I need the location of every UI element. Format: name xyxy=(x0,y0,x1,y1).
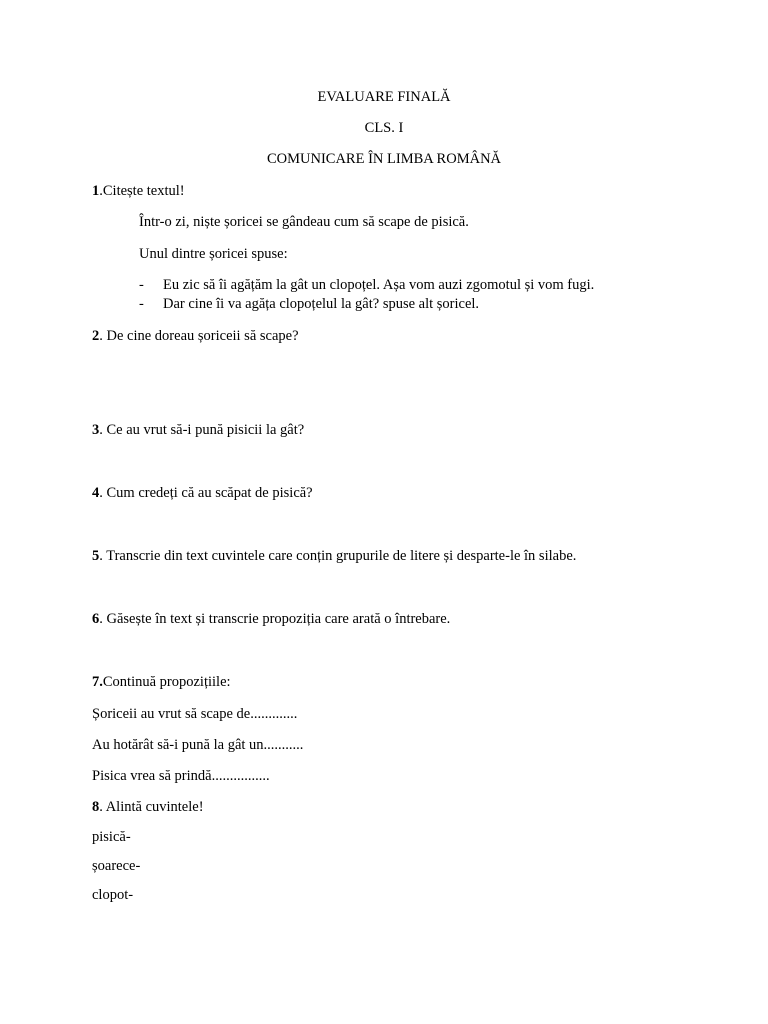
dialog-line xyxy=(0,295,768,313)
story-line: Unul dintre șoricei spuse: xyxy=(139,246,288,262)
fill-in-sentence: Au hotărât să-i pună la gât un........... xyxy=(92,737,304,753)
question-2 xyxy=(92,327,299,345)
question-number: 6 xyxy=(92,611,100,627)
fill-in-sentence: Șoriceii au vrut să scape de............. xyxy=(92,706,298,722)
word-item: pisică- xyxy=(92,829,131,845)
question-8 xyxy=(92,798,204,816)
word-item: șoarece- xyxy=(92,858,141,874)
question-prompt: Continuă propozițiile: xyxy=(102,674,231,690)
class-level: CLS. I xyxy=(364,120,404,136)
question-number: 5 xyxy=(92,548,100,564)
dialog-dash: - xyxy=(139,277,144,293)
question-prompt: . De cine doreau șoriceii să scape? xyxy=(99,328,299,344)
question-4 xyxy=(92,484,313,502)
question-prompt: . Transcrie din text cuvintele care conțin grupurile de litere și desparte-le în silabe. xyxy=(99,548,577,564)
question-prompt: .Citește textul! xyxy=(99,183,185,199)
question-prompt: . Găsește în text și transcrie propoziția care arată o întrebare. xyxy=(99,611,451,627)
question-number: 4 xyxy=(92,485,100,501)
dialog-dash: - xyxy=(139,296,144,312)
question-number: 8 xyxy=(92,799,100,815)
fill-in-sentence: Pisica vrea să prindă................ xyxy=(92,768,270,784)
question-7 xyxy=(92,673,231,691)
question-number: 7. xyxy=(92,674,103,690)
question-3 xyxy=(92,421,304,439)
dialog-line xyxy=(0,276,768,294)
dialog-text: Eu zic să îi agățăm la gât un clopoțel. Așa vom auzi zgomotul și vom fugi. xyxy=(163,277,595,293)
dialog-text: Dar cine îi va agăța clopoțelul la gât? spuse alt șoricel. xyxy=(163,296,480,312)
question-6 xyxy=(92,610,450,628)
question-prompt: . Alintă cuvintele! xyxy=(99,799,204,815)
question-number: 3 xyxy=(92,422,100,438)
question-number: 2 xyxy=(92,328,100,344)
subject-title: COMUNICARE ÎN LIMBA ROMÂNĂ xyxy=(266,151,502,167)
page-title: EVALUARE FINALĂ xyxy=(317,89,451,105)
word-item: clopot- xyxy=(92,887,134,903)
question-prompt: . Ce au vrut să-i pună pisicii la gât? xyxy=(99,422,305,438)
question-1 xyxy=(92,182,185,200)
story-line: Într-o zi, niște șoricei se gândeau cum să scape de pisică. xyxy=(139,214,469,230)
question-number: 1 xyxy=(92,183,100,199)
question-5 xyxy=(92,547,576,565)
question-prompt: . Cum credeți că au scăpat de pisică? xyxy=(99,485,313,501)
